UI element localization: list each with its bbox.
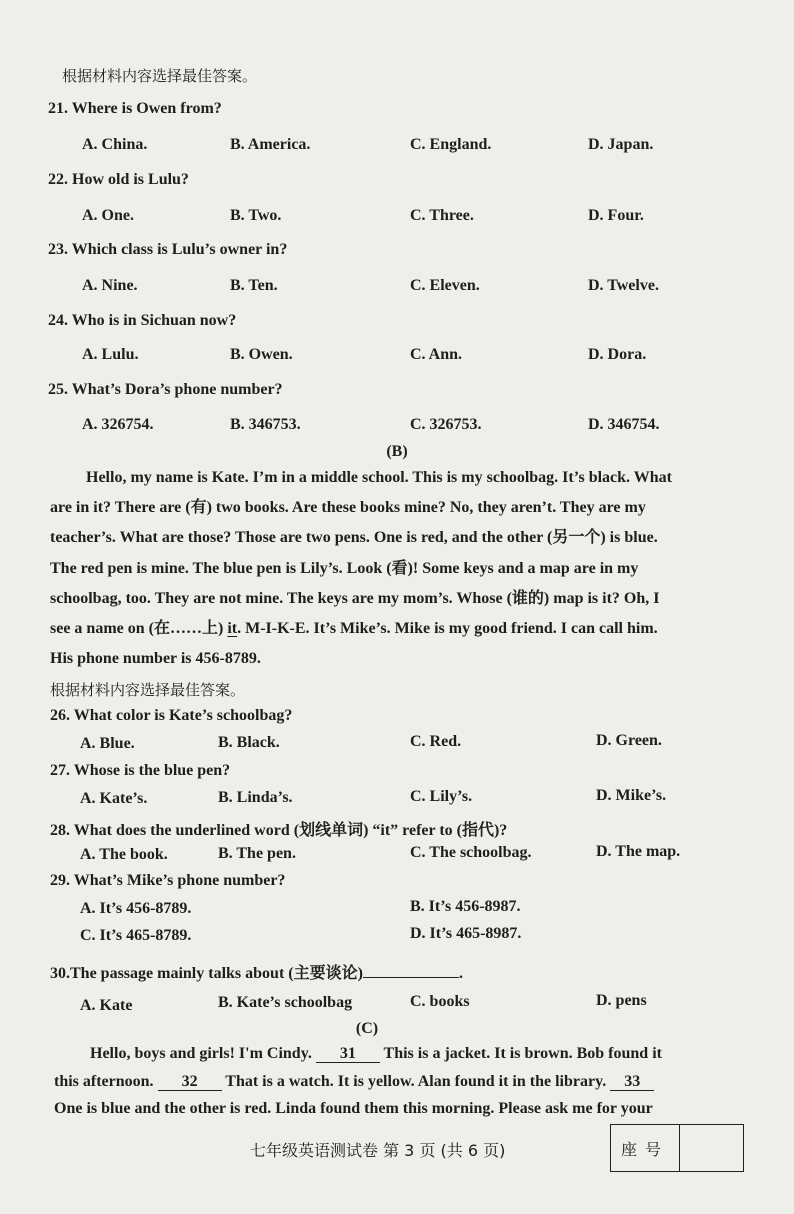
instruction-b: 根据材料内容选择最佳答案。 (50, 681, 246, 699)
q30-option-d[interactable]: D. pens (596, 992, 647, 1009)
q26-option-d[interactable]: D. Green. (596, 732, 662, 749)
q24-option-d[interactable]: D. Dora. (588, 346, 647, 363)
question-text: What’s Dora’s phone number? (71, 381, 283, 398)
q21-option-d[interactable]: D. Japan. (588, 136, 654, 153)
question-22 (48, 171, 189, 189)
question-number: 23. (48, 241, 68, 258)
q30-option-b[interactable]: B. Kate’s schoolbag (218, 994, 353, 1011)
question-25 (48, 381, 283, 399)
q22-option-c[interactable]: C. Three. (410, 207, 474, 224)
question-28: 28. What does the underlined word (划线单词) “it” refer to (指代)? (50, 822, 508, 839)
q23-option-c[interactable]: C. Eleven. (410, 277, 480, 294)
q23-option-a[interactable]: A. Nine. (82, 277, 138, 294)
q24-option-b[interactable]: B. Owen. (230, 346, 293, 363)
blank-31[interactable]: 31 (316, 1046, 380, 1063)
question-26: 26. What color is Kate’s schoolbag? (50, 707, 293, 724)
q21-option-b[interactable]: B. America. (230, 136, 311, 153)
passage-text: see a name on (在……上) (50, 620, 228, 638)
section-c-title: (C) (355, 1020, 379, 1037)
section-b-title: (B) (386, 443, 408, 460)
seat-number-box (610, 1124, 744, 1172)
question-text: How old is Lulu? (72, 171, 189, 188)
q25-option-b[interactable]: B. 346753. (230, 416, 301, 433)
q29-option-c[interactable]: C. It’s 465-8789. (80, 927, 192, 944)
q22-option-d[interactable]: D. Four. (588, 207, 644, 224)
q27-option-b[interactable]: B. Linda’s. (218, 789, 293, 806)
q24-option-c[interactable]: C. Ann. (410, 346, 463, 363)
q23-option-b[interactable]: B. Ten. (230, 277, 278, 294)
passage-line: Hello, my name is Kate. I’m in a middle school. This is my schoolbag. It’s black. What (86, 469, 672, 486)
page-footer: 七年级英语测试卷 第 3 页 (共 6 页) (250, 1141, 506, 1160)
q27-option-c[interactable]: C. Lily’s. (410, 788, 473, 805)
question-end: . (458, 965, 463, 982)
q29-option-a[interactable]: A. It’s 456-8789. (80, 900, 192, 917)
q28-option-b[interactable]: B. The pen. (218, 845, 296, 862)
question-21 (48, 100, 222, 118)
question-number: 25. (48, 381, 68, 398)
q26-option-b[interactable]: B. Black. (218, 734, 280, 751)
q25-option-c[interactable]: C. 326753. (410, 416, 482, 433)
passage-c-line-1 (90, 1045, 662, 1063)
q29-option-b[interactable]: B. It’s 456-8987. (410, 898, 521, 915)
passage-line: schoolbag, too. They are not mine. The keys are my mom’s. Whose (谁的) map is it? Oh, I (50, 589, 660, 607)
q25-option-a[interactable]: A. 326754. (82, 416, 154, 433)
q30-option-c[interactable]: C. books (410, 993, 470, 1010)
q28-option-d[interactable]: D. The map. (596, 843, 681, 860)
seat-number-input[interactable] (680, 1125, 743, 1171)
underlined-word: it (227, 620, 238, 638)
passage-text: This is a jacket. It is brown. Bob found it (379, 1045, 662, 1062)
q22-option-b[interactable]: B. Two. (230, 207, 282, 224)
q30-option-a[interactable]: A. Kate (80, 997, 133, 1014)
q21-option-a[interactable]: A. China. (82, 136, 148, 153)
question-29: 29. What’s Mike’s phone number? (50, 872, 286, 889)
q24-option-a[interactable]: A. Lulu. (82, 346, 139, 363)
question-number: 24. (48, 312, 68, 329)
passage-line: are in it? There are (有) two books. Are these books mine? No, they aren’t. They are my (50, 499, 646, 517)
q26-option-c[interactable]: C. Red. (410, 733, 462, 750)
passage-text: . M-I-K-E. It’s Mike’s. Mike is my good friend. I can call him. (237, 620, 658, 638)
q29-option-d[interactable]: D. It’s 465-8987. (410, 925, 522, 942)
seat-number-label: 座号 (611, 1125, 680, 1171)
passage-line: The red pen is mine. The blue pen is Lily’s. Look (看)! Some keys and a map are in my (50, 559, 639, 577)
passage-line: His phone number is 456-8789. (50, 650, 261, 668)
question-number: 21. (48, 100, 68, 117)
q23-option-d[interactable]: D. Twelve. (588, 277, 659, 294)
passage-text: Hello, boys and girls! I'm Cindy. (90, 1045, 316, 1062)
q27-option-d[interactable]: D. Mike’s. (596, 787, 667, 804)
question-24 (48, 312, 236, 330)
passage-line: teacher’s. What are those? Those are two pens. One is red, and the other (另一个) is blue. (50, 529, 658, 547)
question-30 (50, 960, 463, 983)
question-27: 27. Whose is the blue pen? (50, 762, 231, 779)
question-text: Where is Owen from? (71, 100, 222, 117)
q27-option-a[interactable]: A. Kate’s. (80, 790, 148, 807)
blank-32[interactable]: 32 (158, 1074, 222, 1091)
q28-option-c[interactable]: C. The schoolbag. (410, 844, 532, 861)
passage-b (50, 463, 750, 674)
q21-option-c[interactable]: C. England. (410, 136, 492, 153)
passage-c-line-2 (54, 1073, 654, 1091)
passage-c-line-3: One is blue and the other is red. Linda found them this morning. Please ask me for your (54, 1100, 653, 1117)
q25-option-d[interactable]: D. 346754. (588, 416, 660, 433)
question-text: 30.The passage mainly talks about (主要谈论) (50, 965, 363, 982)
passage-text: That is a watch. It is yellow. Alan found it in the library. (221, 1073, 611, 1090)
passage-line (50, 614, 750, 644)
question-23 (48, 241, 287, 259)
q22-option-a[interactable]: A. One. (82, 207, 134, 224)
question-text: Who is in Sichuan now? (71, 312, 237, 329)
answer-blank[interactable] (363, 963, 459, 978)
blank-33[interactable]: 33 (610, 1074, 654, 1091)
passage-text: this afternoon. (54, 1073, 158, 1090)
q28-option-a[interactable]: A. The book. (80, 846, 168, 863)
question-text: Which class is Lulu’s owner in? (71, 241, 288, 258)
question-number: 22. (48, 171, 68, 188)
instruction-a: 根据材料内容选择最佳答案。 (62, 67, 258, 85)
q26-option-a[interactable]: A. Blue. (80, 735, 135, 752)
